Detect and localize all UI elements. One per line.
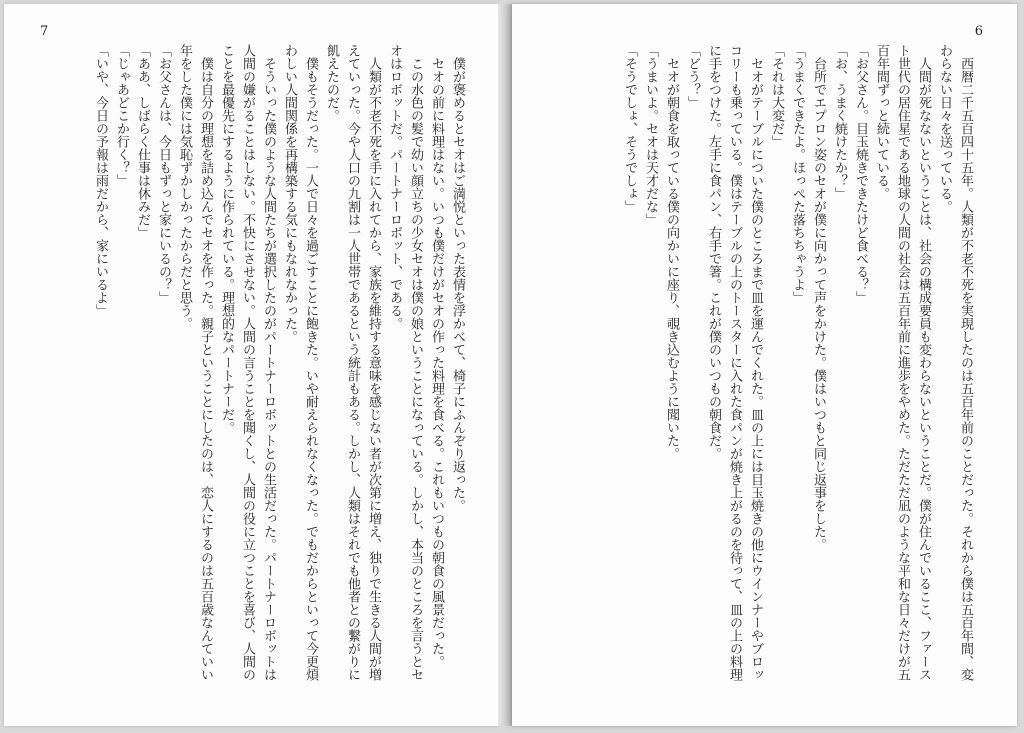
- dialogue-line: 「うまいよ。セオは天才だな」: [643, 44, 658, 226]
- dialogue-line: 「ああ、しばらく仕事は休みだ」: [135, 44, 150, 239]
- dialogue-line: 「うまくできたよ。ほっぺた落ちちゃうよ」: [790, 44, 805, 304]
- paragraph: この水色の髪で幼い顔立ちの少女セオは僕の娘ということになっている。しかし、本当のところを言うとセオはロボットだ。パートナーロボット、である。: [387, 44, 423, 681]
- dialogue-line: 「お父さん。目玉焼きできたけど食べる？」: [853, 44, 868, 304]
- left-page: [4, 4, 498, 726]
- dialogue-line: 「どう？」: [685, 44, 700, 109]
- paragraph: そういった僕のような人間たちが選択したのがパートナーロボットとの生活だった。パートナーロボットは人間の嫌がることはしない。不快にさせない。人間の言うことを聞くし、人間の役に立つことを喜び、人間のことを最優先にするように作られている。理想的なパートナーだ。: [219, 44, 276, 681]
- paragraph: 西暦二千五百四十五年。人類が不老不死を実現したのは五百年前のことだった。それから僕は五百年間、変わらない日々を送っている。: [937, 44, 973, 681]
- dialogue-line: 「そうでしょ、そうでしょ」: [622, 44, 637, 213]
- page-body: [592, 44, 976, 684]
- paragraph: セオの前に料理はない。いつも僕だけがセオの作った料理を食べる。これもいつもの朝食の風景だった。: [429, 57, 444, 668]
- paragraph: セオがテーブルについた僕のところまで皿を運んでくれた。皿の上には目玉焼きの他にウインナーやブロッコリーも乗っている。僕はテーブルの上のトースターに入れた食パンが焼き上がるのを待って、皿の上の料理に手をつけた。左手に食パン、右手で箸。これが僕のいつもの朝食だ。: [706, 44, 763, 681]
- dialogue-line: 「いや、今日の予報は雨だから、家にいるよ」: [93, 44, 108, 317]
- paragraph: 僕が褒めるとセオはご満悦といった表情を浮かべて、椅子にふんぞり返った。: [450, 57, 465, 512]
- page-number: 7: [40, 24, 49, 39]
- paragraph: 僕もそうだった。一人で日々を過ごすことに飽きた。いや耐えられなくなった。でもだからといって今更煩わしい人間関係を再構築する気にもなれなかった。: [282, 44, 318, 681]
- paragraph: 人類が不老不死を手に入れてから、家族を維持する意味を感じない者が次第に増え、独りで生きる人間が増えていった。今や人口の九割は一人世帯であるという統計もある。しかし、人類はそれでも他者との繋がりに飢えたのだ。: [324, 44, 381, 681]
- dialogue-line: 「お父さんは、今日もずっと家にいるの？」: [156, 44, 171, 304]
- book-gutter: [498, 4, 512, 726]
- paragraph: 人間が死なないということは、社会の構成要員も変わらないということだ。僕が住んでいるここ、ファースト世代の居住星である地球の人間の社会は五百年前に進歩をやめた。ただただ凪のような平和な日々だけが五百年間ずっと続いている。: [874, 44, 931, 681]
- dialogue-line: 「じゃあどこか行く？」: [114, 44, 129, 187]
- dialogue-line: 「それは大変だ」: [769, 44, 784, 148]
- page-body: [56, 44, 468, 684]
- dialogue-line: 「お、うまく焼けたか？」: [832, 44, 847, 200]
- paragraph: セオが朝食を取っている僕の向かいに座り、覗き込むように聞いた。: [664, 57, 679, 460]
- paragraph: 台所でエプロン姿のセオが僕に向かって声をかけた。僕はいつもと同じ返事をした。: [811, 57, 826, 551]
- right-page: [512, 4, 1017, 726]
- paragraph: 僕は自分の理想を詰め込んでセオを作った。親子ということにしたのは、恋人にするのは五百歳なんていい年をした僕には気恥ずかしかったからだと思う。: [177, 44, 213, 681]
- page-number: 6: [974, 24, 983, 39]
